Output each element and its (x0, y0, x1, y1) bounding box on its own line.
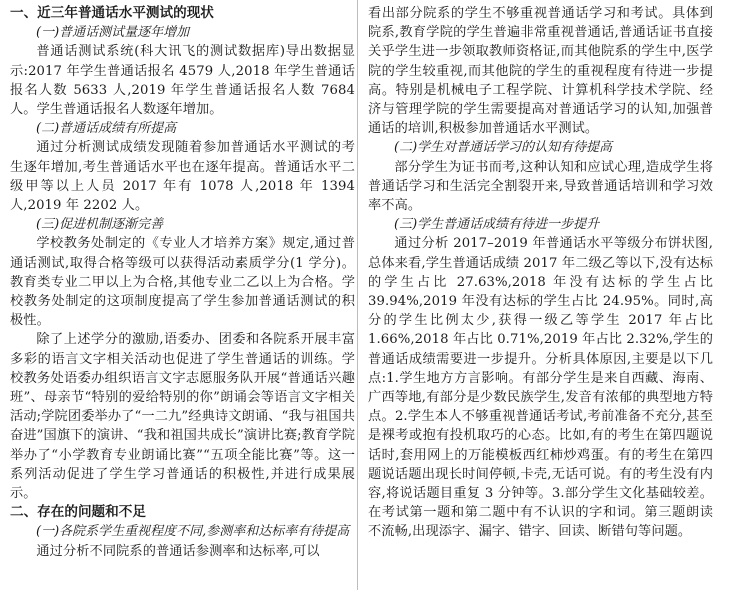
column-divider (357, 0, 358, 590)
subheading-2-2: (二)学生对普通话学习的认知有待提高 (394, 140, 613, 156)
paragraph-credit-policy: 学校教务处制定的《专业人才培养方案》规定,通过普通话测试,取得合格等级可以获得活动素质学分(1 学分)。教育类专业二甲以上为合格,其他专业二乙以上为合格。学校教务处制定的这项制度提高了学生参加普通话测试的积极性。 (10, 236, 355, 329)
right-column (368, 4, 713, 542)
section-heading-1: 一、近三年普通话水平测试的现状 (10, 5, 214, 21)
paragraph-activities: 除了上述学分的激励,语委办、团委和各院系开展丰富多彩的语言文字相关活动也促进了学生普通话的训练。学校教务处语委办组织语言文字志愿服务队开展“普通话兴趣班”、母亲节“特别的爱给特别的你”朗诵会等语言文字相关活动;学院团委举办了“一二九”经典诗文朗诵、“我与祖国共奋进”国旗下的演讲、“我和祖国共成长”演讲比赛;教育学院举办了“小学教育专业朗诵比赛”“五项全能比赛”等。这一系列活动促进了学生学习普通话的积极性,并进行成果展示。 (10, 332, 355, 502)
subheading-1-1: (一)普通话测试量逐年增加 (36, 25, 190, 41)
left-column (10, 4, 355, 561)
paragraph-participation: 通过分析不同院系的普通话参测率和达标率,可以 (36, 543, 320, 559)
subheading-1-2: (二)普通话成绩有所提高 (36, 121, 177, 137)
subheading-2-1: (一)各院系学生重视程度不同,参测率和达标率有待提高 (36, 524, 350, 540)
paragraph-departments: 看出部分院系的学生不够重视普通话学习和考试。具体到院系,教育学院的学生普遍非常重视普通话,普通话证书直接关乎学生进一步领取教师资格证,而其他院系的学生中,医学院的学生较重视,而其他院的学生的重视程度有待进一步提高。特别是机械电子工程学院、计算机科学技术学院、经济与管理学院的学生需要提高对普通话学习的认知,加强普通话的培训,积极参加普通话水平测试。 (368, 6, 713, 137)
paragraph-registration: 普通话测试系统(科大讯飞的测试数据库)导出数据显示:2017 年学生普通话报名 4579 人,2018 年学生普通话报名人数 5633 人,2019 年学生普通话报名人数 7684 人。学生普通话报名人数逐年增加。 (10, 44, 355, 118)
paragraph-cognition: 部分学生为证书而考,这种认知和应试心理,造成学生将普通话学习和生活完全割裂开来,导致普通话培训和学习效率不高。 (368, 159, 713, 214)
section-heading-2: 二、存在的问题和不足 (10, 504, 146, 521)
subheading-1-3: (三)促进机制逐渐完善 (36, 217, 164, 233)
paragraph-scores: 通过分析测试成绩发现随着参加普通话水平测试的考生逐年增加,考生普通话水平也在逐年提高。普通话水平二级甲等以上人员 2017 年有 1078 人,2018 年 1394 人,2019 年 2202 人。 (10, 140, 355, 214)
paragraph-score-analysis: 通过分析 2017–2019 年普通话水平等级分布饼状图,总体来看,学生普通话成绩 2017 年二级乙等以下,没有达标的学生占比 27.63%,2018 年没有达标的学生占比 39.94%,2019 年没有达标的学生占比 24.95%。同时,高分的学生比例太少,获得一级乙等学生 2017 年占比 1.66%,2018 年占比 0.71%,2019 年占比 2.32%,学生的普通话成绩需要进一步提升。分析具体原因,主要是以下几点:1.学生地方方言影响。有部分学生是来自西藏、海南、广西等地,有部分是少数民族学生,发音有浓郁的典型地方特点。2.学生本人不够重视普通话考试,考前准备不充分,甚至是裸考或抱有投机取巧的心态。比如,有的考生在第四题说话时,套用网上的万能模板西红柿炒鸡蛋。有的考生在第四题说话题出现长时间停顿,卡壳,无话可说。有的考生没有内容,将说话题目重复 3 分钟等。3.部分学生文化基础较差。在考试第一题和第二题中有不认识的字和词。第三题朗读不流畅,出现添字、漏字、错字、回读、断错句等问题。 (368, 236, 713, 540)
subheading-2-3: (三)学生普通话成绩有待进一步提升 (394, 217, 600, 233)
